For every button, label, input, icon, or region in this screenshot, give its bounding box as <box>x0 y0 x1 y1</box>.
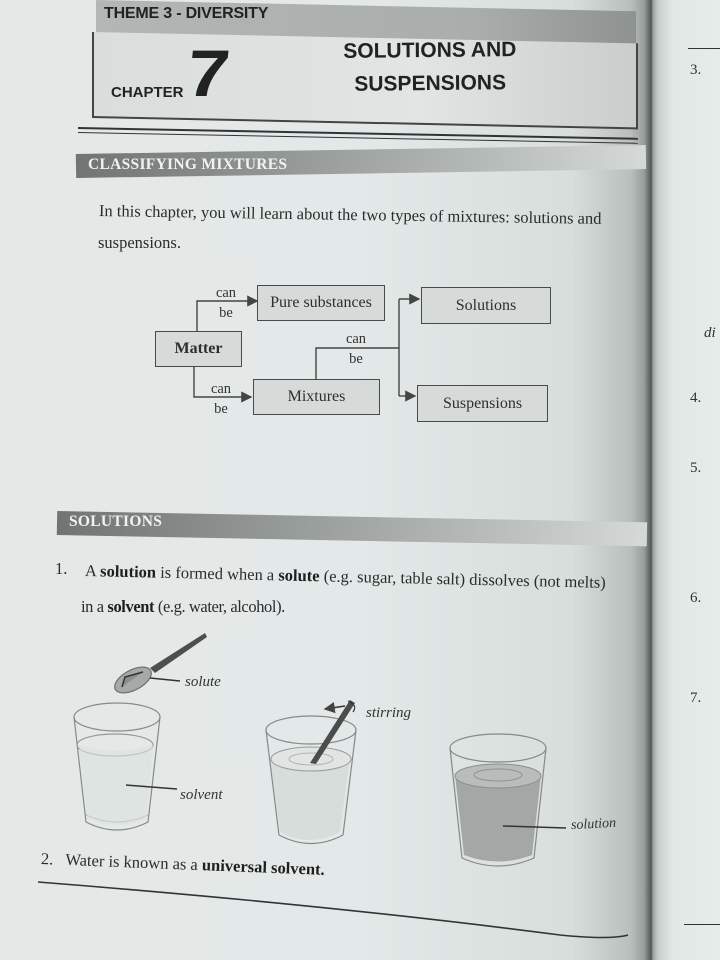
intro-line-1: In this chapter, you will learn about the two types of mixtures: solutions and <box>98 201 602 228</box>
right-item-6: 6. <box>690 590 702 606</box>
node-matter: Matter <box>155 331 242 367</box>
right-bottom-rule <box>684 924 720 925</box>
point-2: 2. Water is known as a universal solvent. <box>40 849 326 879</box>
point-1-line-2: in a solvent (e.g. water, alcohol). <box>81 597 285 616</box>
right-item-7: 7. <box>690 690 702 706</box>
chapter-title-line2: SUSPENSIONS <box>354 71 507 96</box>
glass-solution-icon <box>450 734 546 866</box>
chapter-title-line1: SOLUTIONS AND <box>343 38 517 63</box>
bottom-rule <box>38 882 628 938</box>
section-heading-solutions: SOLUTIONS <box>69 513 163 530</box>
node-mixtures: Mixtures <box>253 379 380 415</box>
label-solute: solute <box>185 674 221 690</box>
right-item-3: 3. <box>690 62 702 78</box>
intro-line-2: suspensions. <box>98 233 181 252</box>
label-solvent: solvent <box>180 787 223 803</box>
edge-label-matter-mixtures: can be <box>210 381 232 417</box>
node-solutions: Solutions <box>421 287 551 324</box>
chapter-number: 7 <box>183 36 234 110</box>
right-top-rule <box>688 48 720 49</box>
node-pure-substances: Pure substances <box>257 285 385 321</box>
right-item-5: 5. <box>690 460 702 476</box>
edge-label-matter-pure: can be <box>215 285 237 321</box>
right-item-4: 4. <box>690 390 702 406</box>
section-heading-classifying: CLASSIFYING MIXTURES <box>88 156 288 173</box>
chapter-word: CHAPTER <box>111 84 184 101</box>
point-1-number: 1. <box>55 559 68 578</box>
right-fragment: di <box>704 325 716 341</box>
point-1-line-1: A solution is formed when a solute (e.g. sugar, table salt) dissolves (not melts) <box>84 561 606 592</box>
label-solution: solution <box>570 815 617 834</box>
edge-label-mixtures-types: can be <box>345 331 367 367</box>
node-suspensions: Suspensions <box>417 385 548 422</box>
glass-stirring-icon <box>266 700 356 844</box>
label-stirring: stirring <box>366 705 412 721</box>
theme-label: THEME 3 - DIVERSITY <box>104 5 269 22</box>
